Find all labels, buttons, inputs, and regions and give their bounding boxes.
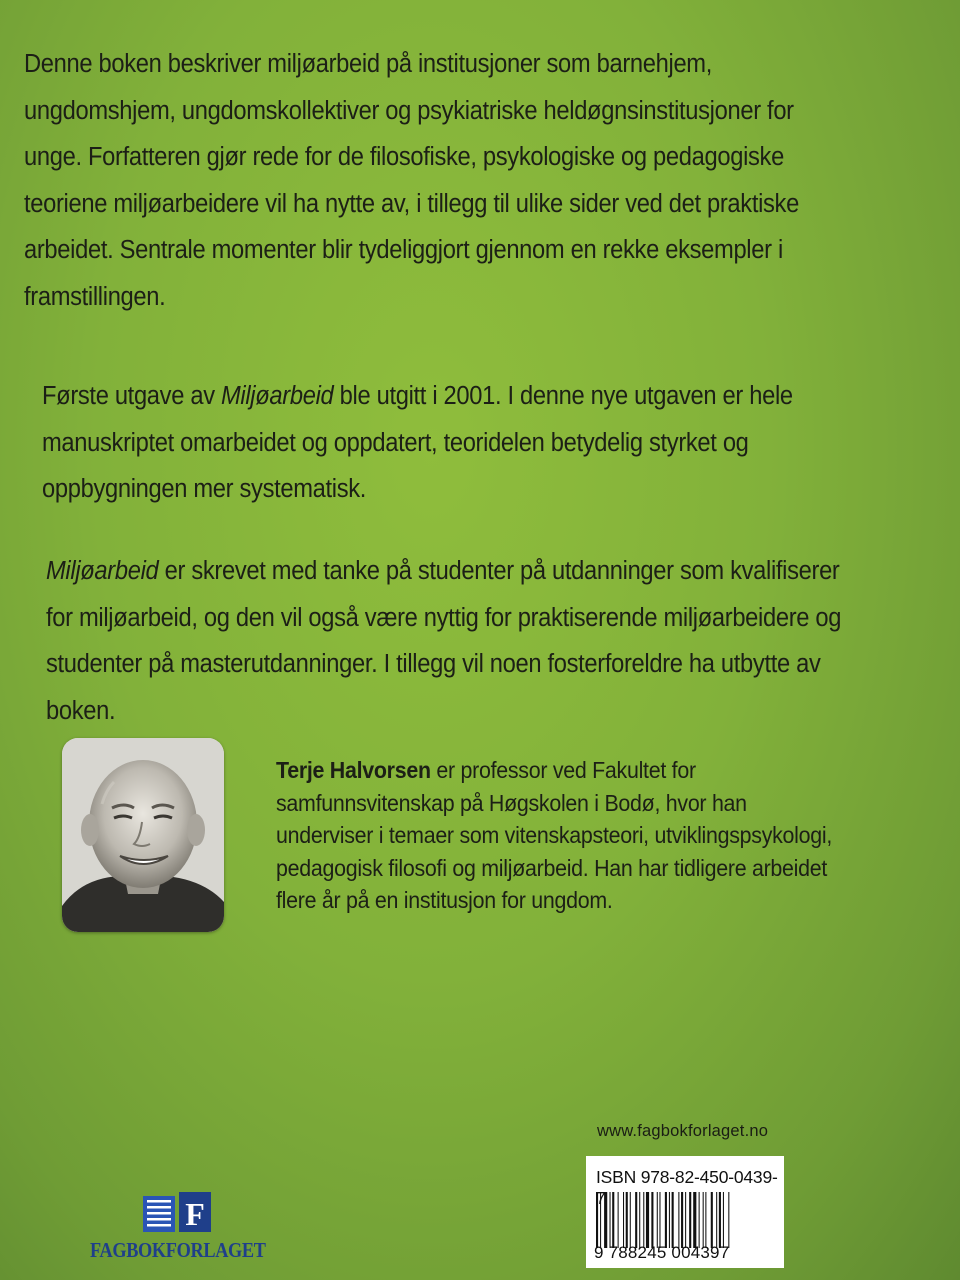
- barcode-icon: [596, 1192, 776, 1248]
- paragraph-line: oppbygningen mer systematisk.: [42, 475, 367, 503]
- paragraph-line: ungdomshjem, ungdomskollektiver og psykiatriske heldøgnsinstitusjoner for: [24, 96, 794, 125]
- barcode-bar: [689, 1192, 691, 1248]
- description-paragraph-2: [42, 373, 926, 513]
- paragraph-line: framstillingen.: [24, 282, 166, 311]
- paragraph-line: arbeidet. Sentrale momenter blir tydeliggjort gjennom en rekke eksempler i: [24, 236, 783, 264]
- line-text: ble utgitt i 2001. I denne nye utgaven er hele: [333, 382, 793, 410]
- barcode-bar: [705, 1192, 706, 1248]
- barcode-bar: [659, 1192, 660, 1248]
- logo-letter: F: [185, 1196, 205, 1232]
- barcode-bar: [685, 1192, 686, 1248]
- barcode-bar: [669, 1192, 670, 1248]
- barcode-bar: [643, 1192, 644, 1248]
- barcode-bar: [618, 1192, 619, 1248]
- barcode-bar: [630, 1192, 631, 1248]
- barcode-bar: [678, 1192, 679, 1248]
- publisher-website: www.fagbokforlaget.no: [597, 1122, 769, 1140]
- barcode-bar: [623, 1192, 624, 1248]
- barcode-digits: 9 788245 004397: [594, 1243, 730, 1262]
- barcode-bar: [693, 1192, 696, 1248]
- barcode-bar: [711, 1192, 713, 1248]
- publisher-book-logo-icon: [143, 1192, 213, 1234]
- barcode-bar: [716, 1192, 717, 1248]
- author-name: Terje Halvorsen: [276, 757, 431, 783]
- bio-line: pedagogisk filosofi og miljøarbeid. Han har tidligere arbeidet: [276, 854, 828, 881]
- paragraph-line: Denne boken beskriver miljøarbeid på institusjoner som barnehjem,: [24, 50, 713, 78]
- barcode-bar: [699, 1192, 700, 1248]
- barcode-bar: [728, 1192, 729, 1248]
- paragraph-line: studenter på masterutdanninger. I tillegg vil noen fosterforeldre ha utbytte av: [46, 650, 821, 678]
- isbn-number: ISBN 978-82-450-0439-7: [596, 1167, 778, 1208]
- paragraph-line: [46, 548, 930, 595]
- paragraph-line: boken.: [46, 696, 116, 725]
- barcode-bar: [635, 1192, 637, 1248]
- paragraph-line: [42, 373, 926, 420]
- description-paragraph-3: [46, 548, 930, 734]
- author-photo: [62, 738, 224, 932]
- barcode-bar: [639, 1192, 640, 1248]
- barcode-bar: [657, 1192, 658, 1248]
- barcode-bar: [612, 1192, 614, 1248]
- barcode-bar: [626, 1192, 628, 1248]
- barcode-bar: [703, 1192, 704, 1248]
- bio-line: samfunnsvitenskap på Høgskolen i Bodø, hvor han: [276, 789, 747, 816]
- line-text: Første utgave av: [42, 382, 221, 410]
- isbn-barcode-label: [586, 1156, 784, 1268]
- paragraph-line: for miljøarbeid, og den vil også være nyttig for praktiserende miljøarbeidere og: [46, 603, 842, 632]
- barcode-bar: [596, 1192, 598, 1248]
- author-portrait-icon: [62, 738, 224, 932]
- description-paragraph-1: [24, 41, 931, 320]
- barcode-bar: [723, 1192, 724, 1248]
- book-title-italic: Miljøarbeid: [220, 382, 334, 410]
- barcode-bar: [672, 1192, 674, 1248]
- bio-line: flere år på en institusjon for ungdom.: [276, 887, 613, 913]
- author-bio: [276, 754, 946, 917]
- barcode-bar: [610, 1192, 611, 1248]
- book-title-italic: Miljøarbeid: [46, 557, 159, 585]
- barcode-bar: [651, 1192, 653, 1248]
- line-text: er skrevet med tanke på studenter på utdanninger som kvalifiserer: [158, 557, 840, 585]
- paragraph-line: unge. Forfatteren gjør rede for de filosofiske, psykologiske og pedagogiske: [24, 143, 784, 171]
- paragraph-line: manuskriptet omarbeidet og oppdatert, teoridelen betydelig styrket og: [42, 428, 749, 457]
- bio-line: underviser i temaer som vitenskapsteori, utviklingspsykologi,: [276, 822, 833, 848]
- line-text: er professor ved Fakultet for: [430, 757, 696, 783]
- paragraph-line: teoriene miljøarbeidere vil ha nytte av, i tillegg til ulike sider ved det praktiske: [24, 189, 799, 218]
- publisher-logo-wordmark: FAGBOKFORLAGET: [90, 1238, 266, 1262]
- barcode-bar: [604, 1192, 607, 1248]
- bio-line: [276, 754, 946, 787]
- barcode-bar: [600, 1192, 601, 1248]
- barcode-bar: [719, 1192, 721, 1248]
- barcode-bar: [646, 1192, 649, 1248]
- barcode-bar: [681, 1192, 683, 1248]
- barcode-bar: [665, 1192, 667, 1248]
